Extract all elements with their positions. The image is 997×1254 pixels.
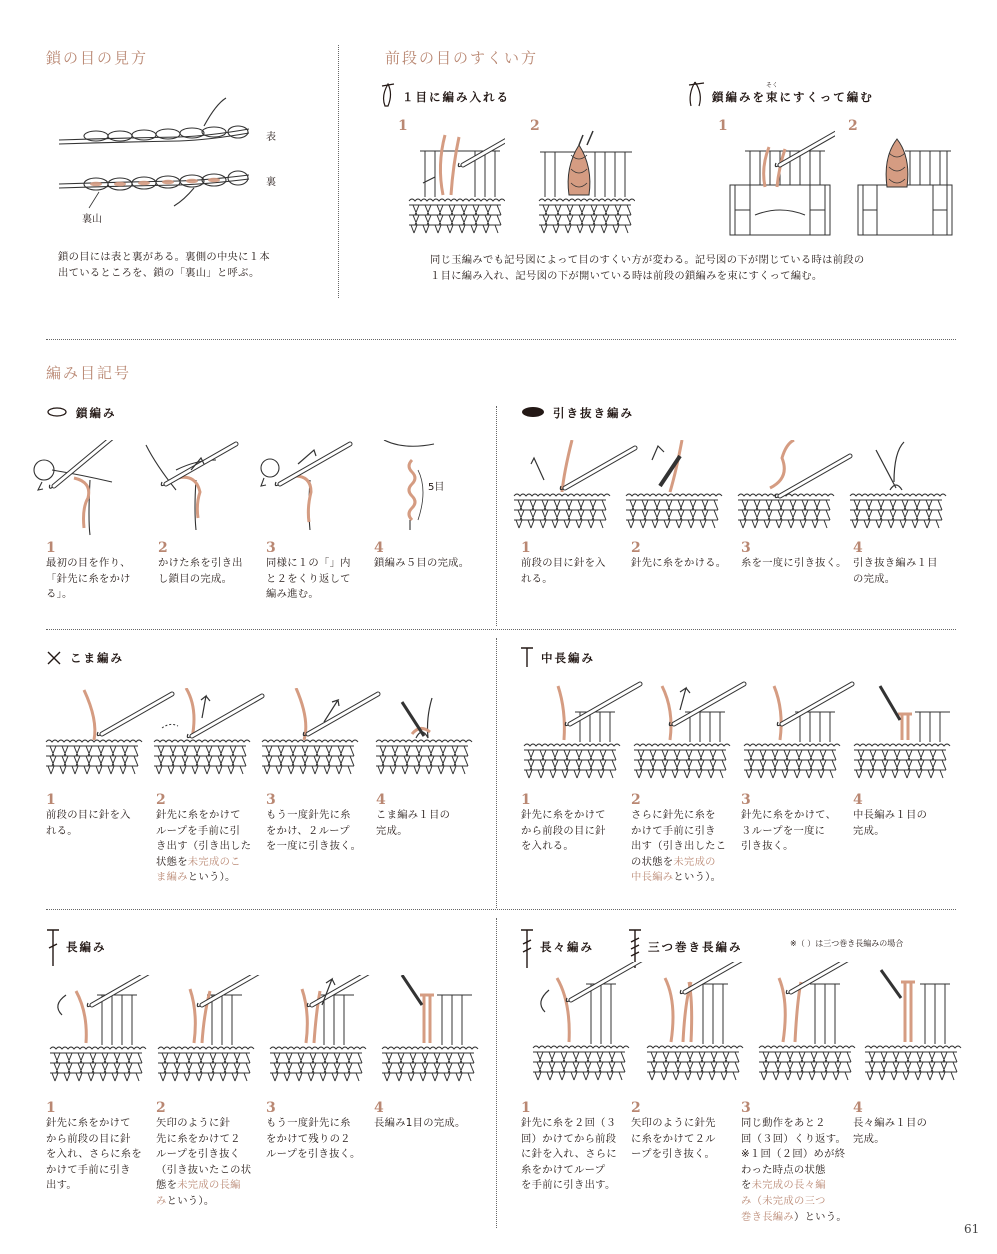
step-line: 針先に糸を２回（３	[521, 1117, 617, 1129]
step-line: 前段の目に針を入	[521, 557, 606, 569]
hdc-illustrations	[520, 680, 960, 785]
sc-step-2	[156, 792, 266, 886]
step-number: 3	[741, 540, 751, 556]
slip-step-1	[521, 540, 631, 587]
step-line: ープを引き抜く。	[631, 1148, 716, 1161]
prev-row-illustration-1a	[405, 125, 505, 243]
step-line: 同様に１の「」内	[266, 557, 351, 569]
step-line: 巻き長編み）という。	[741, 1210, 847, 1223]
step-number: 1	[521, 540, 531, 556]
step-line: ３ループを一度に	[741, 824, 826, 837]
prev-step-1b: 1	[718, 118, 728, 134]
step-number: 2	[158, 540, 168, 556]
divider-v-3	[496, 918, 497, 1228]
slip-step-3	[741, 540, 851, 572]
step-line: 完成。	[853, 1132, 885, 1145]
step-line: もう一度針先に糸	[266, 809, 351, 821]
prev-step-2b: 2	[848, 118, 858, 134]
step-number: 2	[631, 792, 641, 808]
step-line: 出す。	[46, 1179, 77, 1192]
prev-row-sub1: １目に編み入れる	[402, 90, 510, 104]
step-line: 糸を一度に引き抜く。	[741, 557, 847, 569]
step-number: 2	[156, 1100, 166, 1116]
divider-h-2	[46, 909, 956, 910]
chain-five-label: 5目	[428, 482, 445, 493]
step-line: から前段の目に針	[46, 1132, 131, 1145]
tr-step-4	[853, 1100, 963, 1147]
step-line: もう一度針先に糸	[266, 1117, 351, 1129]
step-line: し鎖目の完成。	[158, 572, 233, 585]
step-number: 3	[266, 540, 276, 556]
step-line: 出す（引き出したこ	[631, 840, 727, 853]
section-tr-note: ※（ ）は三つ巻き長編みの場合	[790, 939, 904, 948]
step-number: 3	[266, 792, 276, 808]
t-symbol-icon	[520, 646, 534, 668]
step-line: 回（３回）くり返す。	[741, 1132, 847, 1145]
step-line: 針先に糸をかけて	[46, 1117, 131, 1129]
step-number: 2	[631, 1100, 641, 1116]
step-line: を入れる。	[521, 840, 574, 853]
step-number: 1	[521, 1100, 531, 1116]
step-line: 糸をかけてループ	[521, 1163, 606, 1176]
step-line: の状態を未完成の	[631, 855, 716, 868]
hdc-step-2	[631, 792, 741, 886]
step-line: ループを引き抜く	[156, 1148, 241, 1161]
prev-step-1a: 1	[398, 118, 408, 134]
step-line: みという）。	[156, 1194, 215, 1207]
step-number: 4	[853, 1100, 863, 1116]
step-line: わった時点の状態	[741, 1163, 826, 1176]
hdc-step-3	[741, 792, 851, 855]
step-line: 矢印のように針	[156, 1117, 231, 1129]
symbols-title: 編み目記号	[46, 364, 132, 382]
sc-step-1	[46, 792, 156, 839]
chain-step-2	[158, 540, 268, 587]
step-line: に糸をかけて２ル	[631, 1132, 716, 1145]
step-line: 先に糸をかけて２	[156, 1132, 241, 1145]
step-number: 4	[853, 792, 863, 808]
divider-symbols-top	[46, 339, 956, 340]
section-sc-title: こま編み	[70, 651, 124, 665]
step-line: 「針先に糸をかけ	[46, 572, 131, 585]
step-line: 状態を未完成のこ	[156, 855, 241, 868]
chain-illustrations	[24, 440, 474, 540]
sc-illustrations	[42, 688, 492, 788]
divider-h-1	[46, 629, 956, 630]
step-line: こま編み１目の	[376, 809, 451, 821]
slip-step-2	[631, 540, 741, 572]
step-line: かけて手前に引き	[46, 1163, 131, 1176]
step-line: 引き抜き編み１目	[853, 557, 938, 569]
section-dc-title: 長編み	[66, 940, 107, 954]
cluster-closed-icon	[378, 80, 398, 108]
step-line: をかけ、２ループ	[266, 824, 350, 837]
section-hdc-title: 中長編み	[541, 651, 595, 665]
sc-step-3	[266, 792, 376, 855]
step-line: から前段の目に針	[521, 824, 606, 837]
dc-step-4	[374, 1100, 492, 1132]
chain-step-3	[266, 540, 376, 603]
divider-top-vertical	[338, 45, 339, 298]
chain-view-description: 鎖の目には表と裏がある。裏側の中央に１本 出ているところを、鎖の「裏山」と呼ぶ。	[58, 251, 270, 279]
step-line: を一度に引き抜く。	[266, 840, 362, 853]
section-chain-title: 鎖編み	[76, 406, 117, 420]
step-number: 2	[631, 540, 641, 556]
step-line: 態を未完成の長編	[156, 1179, 241, 1192]
chain-view-title: 鎖の目の見方	[46, 49, 149, 67]
step-number: 4	[853, 540, 863, 556]
dc-illustrations	[42, 975, 492, 1093]
step-line: かけて手前に引き	[631, 824, 716, 837]
step-line: （引き抜いたこの状	[156, 1163, 252, 1176]
step-line: と２をくり返して	[266, 572, 351, 585]
step-number: 1	[521, 792, 531, 808]
step-line: る」。	[46, 588, 73, 601]
tr-step-2	[631, 1100, 743, 1163]
step-line: ま編みという）。	[156, 871, 236, 884]
step-line: かけた糸を引き出	[158, 557, 243, 569]
hdc-step-4	[853, 792, 963, 839]
chain-view-illustration	[54, 96, 254, 216]
step-number: 4	[376, 792, 386, 808]
step-line: 長々編み１目の	[853, 1117, 928, 1129]
step-line: を未完成の長々編	[741, 1179, 826, 1192]
slip-stitch-filled-oval-icon	[520, 406, 546, 418]
step-line: れる。	[46, 824, 78, 837]
dc-step-3	[266, 1100, 378, 1163]
section-slip-title: 引き抜き編み	[553, 406, 634, 420]
step-number: 1	[46, 792, 56, 808]
slip-step-4	[853, 540, 963, 587]
x-mark-icon	[46, 650, 62, 666]
step-number: 2	[156, 792, 166, 808]
step-line: 矢印のように針先	[631, 1117, 716, 1129]
label-back: 裏	[266, 177, 276, 188]
cluster-open-icon	[686, 78, 708, 108]
step-line: さらに針先に糸を	[631, 809, 716, 821]
step-number: 1	[46, 540, 56, 556]
step-line: 前段の目に針を入	[46, 809, 131, 821]
tr-step-3	[741, 1100, 855, 1225]
step-number: 1	[46, 1100, 56, 1116]
tr-step-1	[521, 1100, 633, 1194]
slip-illustrations	[510, 440, 960, 535]
prev-row-sub2: 鎖編みを そく 束にすくって編む	[712, 82, 874, 104]
step-number: 3	[741, 1100, 751, 1116]
label-front: 表	[266, 132, 276, 143]
step-line: 中長編み１目の	[853, 809, 928, 821]
page-number: 61	[964, 1222, 980, 1236]
step-line: 針先に糸をかけて	[521, 809, 606, 821]
chain-oval-icon	[46, 406, 68, 418]
step-line: に針を入れ、さらに	[521, 1148, 617, 1161]
step-line: れる。	[521, 572, 553, 585]
step-number: 4	[374, 1100, 384, 1116]
label-back-bump: 裏山	[82, 214, 102, 225]
chain-step-1	[46, 540, 156, 603]
tr-illustrations	[525, 962, 965, 1092]
step-line: 引き抜く。	[741, 840, 794, 853]
step-line: 針先に糸をかけて、	[741, 809, 837, 821]
prev-row-illustration-2b	[855, 125, 955, 243]
prev-step-2a: 2	[530, 118, 540, 134]
step-line: 完成。	[853, 824, 885, 837]
prev-row-illustration-2a	[535, 125, 635, 243]
divider-v-1	[496, 406, 497, 626]
step-line: を入れ、さらに糸を	[46, 1148, 142, 1161]
step-number: 3	[741, 792, 751, 808]
step-line: をかけて残りの２	[266, 1132, 351, 1145]
step-line: ループを引き抜く。	[266, 1148, 361, 1161]
hdc-step-1	[521, 792, 631, 855]
step-line: 回）かけてから前段	[521, 1132, 617, 1145]
step-line: 鎖編み５目の完成。	[374, 557, 470, 569]
step-line: 完成。	[376, 824, 408, 837]
dc-step-1	[46, 1100, 158, 1194]
step-line: 同じ動作をあと２	[741, 1117, 826, 1129]
prev-row-description: 同じ玉編みでも記号図によって目のすくい方が変わる。記号図の下が閉じている時は前段の １目に編み入れ、記号図の下が開いている時は前段の鎖編みを束にすくって編む。	[430, 254, 865, 282]
section-dtr-title: 三つ巻き長編み	[648, 940, 743, 954]
chain-step-4	[374, 540, 492, 572]
section-tr-title: 長々編み	[540, 940, 594, 954]
prev-row-illustration-1b	[725, 125, 835, 243]
ruby-text: そく	[766, 82, 779, 89]
dc-step-2	[156, 1100, 268, 1210]
step-line: を手前に引き出す。	[521, 1179, 616, 1192]
step-number: 3	[266, 1100, 276, 1116]
step-line: 中長編みという）。	[631, 871, 722, 884]
dc-symbol-icon	[46, 928, 60, 968]
divider-v-2	[496, 638, 497, 908]
step-line: み（未完成の三つ	[741, 1194, 826, 1207]
step-line: き出す（引き出した	[156, 840, 252, 853]
step-line: 長編み1目の完成。	[374, 1117, 466, 1129]
step-line: 最初の目を作り、	[46, 557, 131, 569]
step-line: 編み進む。	[266, 588, 319, 601]
step-line: の完成。	[853, 572, 896, 585]
sc-step-4	[376, 792, 486, 839]
step-number: 4	[374, 540, 384, 556]
step-line: ※１回（２回）めが終	[741, 1148, 846, 1161]
step-line: 針先に糸をかけて	[156, 809, 241, 821]
prev-row-title: 前段の目のすくい方	[385, 49, 539, 67]
step-line: 針先に糸をかける。	[631, 557, 727, 569]
step-line: ループを手前に引	[156, 824, 241, 837]
